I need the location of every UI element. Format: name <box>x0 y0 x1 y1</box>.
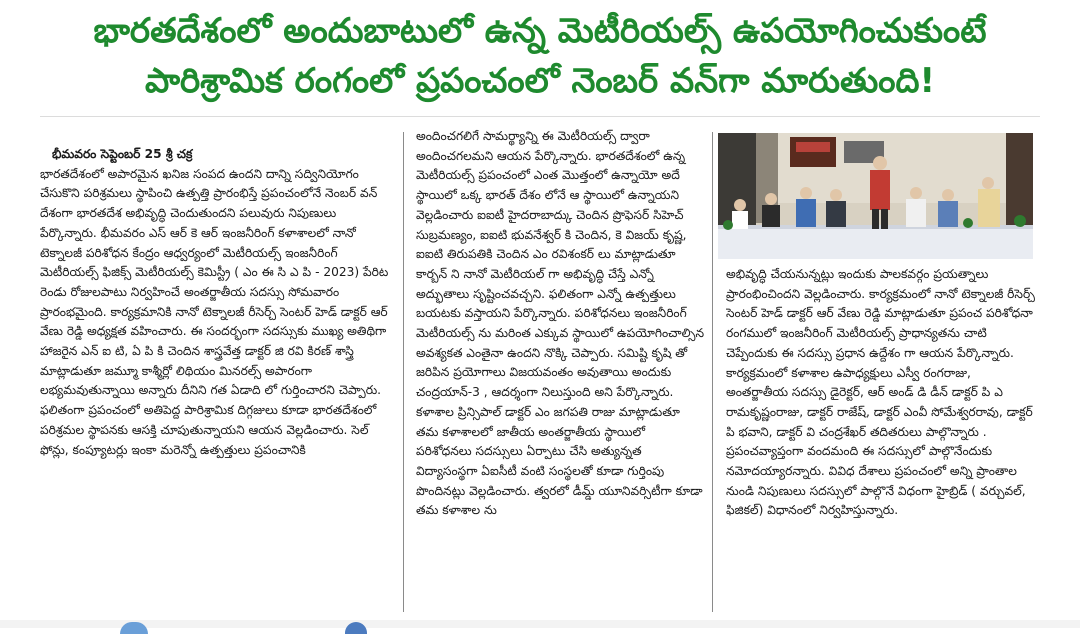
column-2-text: అందించగలిగే సామర్థ్యాన్ని ఈ మెటీరియల్స్ ద్వారా అందించగలమని ఆయన పేర్కొన్నారు. భారతదేశంలో ఉన్న మెటీరియల్స్ ప్రపంచంలో ఎంత మొత్తంలో ఉన్నాయో అదే స్థాయిలో ఒక్క భారత్ దేశం లోనే ఆ స్థాయిలో ఉన్నాయని వెల్లడించారు ఐఐటీ హైదరాబాద్కు చెందిన ప్రొఫెసర్ సిహెచ్ సుబ్రమణ్యం, ఐఐటి భువనేశ్వర్ కి చెందిన, కె విజయ్ కృష్ణ, ఐఐటి తిరుపతికి చెందిన ఎం రవిశంకర్ లు మాట్లాడుతూ కార్బన్ ని నానో మెటీరియల్ గా అభివృద్ధి చేస్తే ఎన్నో అద్భుతాలు సృష్టించవచ్చని. ఫలితంగా ఎన్నో ఉత్పత్తులు బయటకు వస్తాయని పేర్కొన్నారు. పరిశోధనలు ఇంజనీరింగ్ మెటీరియల్స్ ను మరింత ఎక్కువ స్థాయిలో ఉపయోగించాల్సిన అవశ్యకత ఎంతైనా ఉందని నొక్కి చెప్పారు. సమిష్టి కృషి తో జరిపిన ప్రయోగాలు విజయవంతం అవుతాయి అందుకు చంద్రయాన్-3 , ఆదర్శంగా నిలుస్తుంది అని పేర్కొన్నారు. కళాశాల ప్రిన్సిపాల్ డాక్టర్ ఎం జగపతి రాజు మాట్లాడుతూ తమ కళాశాలలో జాతీయ అంతర్జాతీయ స్థాయిలో పరిశోధనలు సదస్సులు ఏర్పాటు చేసి అత్యున్నత విద్యాసంస్థగా ఏఐసీటీ వంటి సంస్థలతో కూడా గుర్తింపు పొందినట్లు వెల్లడించారు. త్వరలో డీమ్డ్ యూనివర్సిటీగా కూడా తమ కళాశాల ను <box>416 129 704 518</box>
column-1-text: భారతదేశంలో అపారమైన ఖనిజ సంపద ఉందని దాన్ని సద్వినియోగం చేసుకొని పరిశ్రమలు స్థాపించి ఉత్పత్తి ప్రారంభిస్తే ప్రపంచంలోనే నెంబర్ వన్ దేశంగా భారతదేశ అభివృద్ధి చెందుతుందని పలువురు నిపుణులు పేర్కొన్నారు. భీమవరం ఎస్ ఆర్ కె ఆర్ ఇంజనీరింగ్ కళాశాలలో నానో టెక్నాలజీ పరిశోధన కేంద్రం ఆధ్వర్యంలో మెటీరియల్స్ ఇంజనీరింగ్ మెటీరియల్స్ ఫిజిక్స్ మెటీరియల్స్ కెమిస్ట్రీ ( ఎం ఈ సి ఎ పి - 2023) పేరిట రెండు రోజులపాటు నిర్వహించే అంతర్జాతీయ సదస్సు సోమవారం ప్రారంభమైంది. కార్యక్రమానికి నానో టెక్నాలజీ రీసెర్చ్ సెంటర్ హెడ్ డాక్టర్ ఆర్ వేణు రెడ్డి అధ్యక్షత వహించారు. ఈ సందర్భంగా సదస్సుకు ముఖ్య అతిథిగా హాజరైన ఎన్ ఐ టి, ఏ పి కి చెందిన శాస్త్రవేత్త డాక్టర్ జి రవి కిరణ్ శాస్త్రి మాట్లాడుతూ జమ్మూ కాశ్మీర్లో లిథియం మినరల్స్ అపారంగా లభ్యమవుతున్నాయి అన్నారు దీనిని గత ఏడాది లో గుర్తించారని చెప్పారు. ఫలితంగా ప్రపంచంలో అతిపెద్ద పారిశ్రామిక దిగ్గజులు కూడా భారతదేశంలో పరిశ్రమల స్థాపనకు ఆసక్తి చూపుతున్నాయని ఆయన వెల్లడించారు. సెల్ ఫోన్లు, కంప్యూటర్లు ఇంకా మరెన్నో ఉత్పత్తులు ప్రపంచానికి <box>40 166 389 457</box>
headline-divider <box>40 116 1040 117</box>
headline-line-1: భారతదేశంలో అందుబాటులో ఉన్న మెటీరియల్స్ ఉపయోగించుకుంటే <box>93 11 987 51</box>
column-divider-2 <box>712 132 713 612</box>
headline-line-2: పారిశ్రామిక రంగంలో ప్రపంచంలో నెంబర్ వన్‌గా మారుతుంది! <box>144 61 936 101</box>
column-divider-1 <box>403 132 404 612</box>
event-photo <box>718 133 1033 259</box>
headline <box>0 6 1080 106</box>
conference-stage-photo <box>718 133 1033 259</box>
article-column-1 <box>40 145 392 615</box>
column-3-text: అభివృద్ధి చేయనున్నట్లు ఇందుకు పాలకవర్గం ప్రయత్నాలు ప్రారంభించిందని వెల్లడించారు. కార్యక్రమంలో నానో టెక్నాలజీ రీసెర్చ్ సెంటర్ హెడ్ డాక్టర్ ఆర్ వేణు రెడ్డి మాట్లాడుతూ ప్రపంచ పరిశోధనా రంగములో ఇంజనీరింగ్ మెటీరియల్స్ ప్రాధాన్యతను చాటి చెప్పేందుకు ఈ సదస్సు ప్రధాన ఉద్దేశం గా ఆయన పేర్కొన్నారు. కార్యక్రమంలో కళాశాల ఉపాధ్యక్షులు ఎస్వీ రంగరాజు, అంతర్జాతీయ సదస్సు డైరెక్టర్, ఆర్ అండ్ డి డీన్ డాక్టర్ పి ఎ రామకృష్ణంరాజు, డాక్టర్ రాజేష్, డాక్టర్ ఎంవీ సోమేశ్వరరావు, డాక్టర్ పి భవాని, డాక్టర్ వి చంద్రశేఖర్ తదితరులు పాల్గొన్నారు . ప్రపంచవ్యాప్తంగా వందమంది ఈ సదస్సులో పాల్గొనేందుకు నమోదయ్యారన్నారు. వివిధ దేశాలు ప్రపంచంలో అన్ని ప్రాంతాల నుండి నిపుణులు సదస్సులో పాల్గొనే విధంగా హైబ్రిడ్ ( వర్చువల్, ఫిజికల్) విధానంలో నిర్వహిస్తున్నారు. <box>726 267 1035 518</box>
article-column-3 <box>726 265 1036 615</box>
article-column-2 <box>416 127 704 615</box>
article-dateline: భీమవరం సెప్టెంబర్ 25 శ్రీ చక్ర <box>52 147 193 161</box>
page-bottom-strip <box>0 620 1080 628</box>
